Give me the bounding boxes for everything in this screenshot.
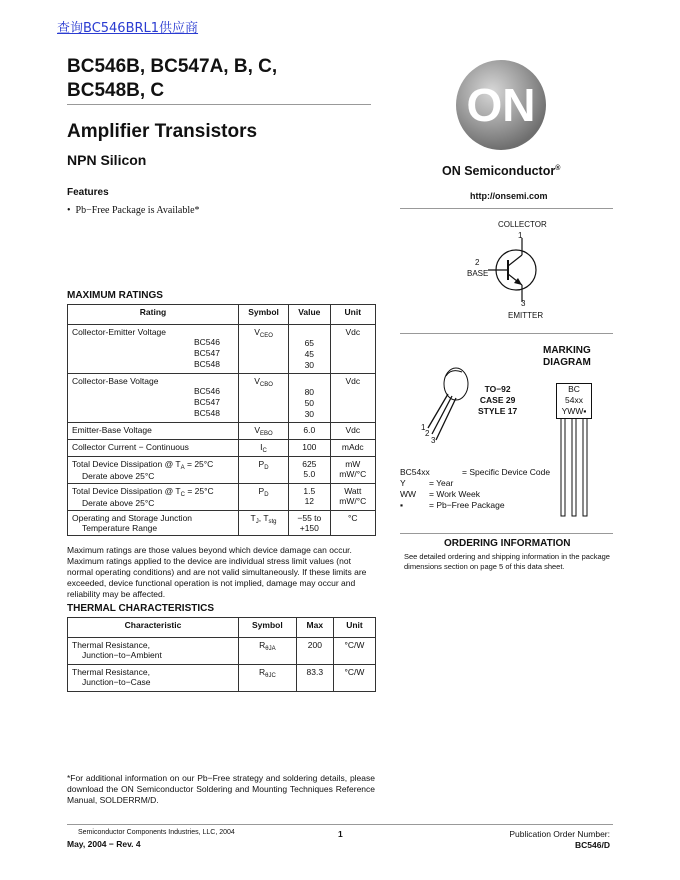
base-pin: 2 xyxy=(475,258,480,267)
footer-page-number: 1 xyxy=(338,829,343,839)
bullet-icon: • xyxy=(67,205,76,216)
right-rule-3 xyxy=(400,533,613,534)
footer-copyright: Semiconductor Components Industries, LLC, 2004 xyxy=(78,829,235,836)
marking-line1: BC xyxy=(568,384,580,394)
max-ratings-table xyxy=(67,304,376,536)
footer-date-rev: May, 2004 − Rev. 4 xyxy=(67,839,141,849)
collector-label: COLLECTOR xyxy=(498,220,547,229)
emitter-label: EMITTER xyxy=(508,311,544,320)
right-rule-2 xyxy=(400,333,613,334)
footer-pub-label: Publication Order Number: xyxy=(509,829,610,839)
package-pin-3: 3 xyxy=(431,436,436,445)
page-subheading: NPN Silicon xyxy=(67,152,147,168)
part-title-line2: BC548B, C xyxy=(67,80,165,101)
ordering-title: ORDERING INFORMATION xyxy=(444,538,571,549)
page-heading: Amplifier Transistors xyxy=(67,121,258,142)
package-info xyxy=(478,384,517,417)
table-row: Thermal Resistance, Junction−to−Ambient $R_{\theta JA}$ 200 °C/W xyxy=(68,638,376,665)
package-pin-2: 2 xyxy=(425,429,430,438)
table-row: Thermal Resistance, Junction−to−Case $R_{\theta JC}$ 83.3 °C/W xyxy=(68,665,376,692)
header-rating: Rating xyxy=(68,305,239,325)
on-logo xyxy=(455,59,547,151)
table-header-row xyxy=(68,618,376,638)
package-case: CASE 29 xyxy=(479,395,516,405)
collector-pin: 1 xyxy=(518,231,523,240)
title-rule xyxy=(67,104,371,105)
marking-line3: YWW▪ xyxy=(561,406,587,416)
header-symbol: Symbol xyxy=(239,618,297,638)
table-row: Collector Current − Continuous $I_C$ 100 mAdc xyxy=(68,440,376,457)
legend-row: WW = Work Week xyxy=(400,489,480,499)
table-row: Collector-Emitter Voltage BC546 BC547 BC548 $V_{CEO}$ 65 45 30 Vdc xyxy=(68,325,376,374)
footer-rule xyxy=(67,824,613,825)
npn-transistor-symbol xyxy=(470,238,550,302)
table-row: Emitter-Base Voltage $V_{EBO}$ 6.0 Vdc xyxy=(68,423,376,440)
part-title xyxy=(67,55,367,103)
table-row: Operating and Storage Junction Temperature Range $T_J$, $T_{stg}$ −55 to +150 °C xyxy=(68,511,376,536)
legend-row: BC54xx = Specific Device Code xyxy=(400,467,551,477)
table-row: Total Device Dissipation @ $T_C = 25^\circ C$ Derate above 25°C $P_D$ 1.5 12 Watt mW/°C xyxy=(68,484,376,511)
legend-row: Y = Year xyxy=(400,478,454,488)
header-characteristic: Characteristic xyxy=(68,618,239,638)
header-symbol: Symbol xyxy=(239,305,289,325)
table-row: Total Device Dissipation @ $T_A = 25^\circ C$ Derate above 25°C $P_D$ 625 5.0 mW mW/°C xyxy=(68,457,376,484)
registered-mark: ® xyxy=(555,164,561,172)
emitter-pin: 3 xyxy=(521,299,526,308)
base-label: BASE xyxy=(467,269,489,278)
table-row: Collector-Base Voltage BC546 BC547 BC548 $V_{CBO}$ 80 50 30 Vdc xyxy=(68,374,376,423)
features-title: Features xyxy=(67,187,109,198)
header-unit: Unit xyxy=(333,618,375,638)
marking-leads xyxy=(556,418,592,518)
legend-row: ▪ = Pb−Free Package xyxy=(400,500,505,510)
footnote: *For additional information on our Pb−Free strategy and soldering details, please download the ON Semiconductor Soldering and Mounting Techniques Reference Manual, SOLDERRM/D. xyxy=(67,773,375,805)
marking-title-line2: DIAGRAM xyxy=(543,357,591,368)
logo-letters: ON xyxy=(466,79,536,131)
package-pin-1: 1 xyxy=(421,423,426,432)
package-type: TO−92 xyxy=(484,384,511,394)
footer-pub-number: BC546/D xyxy=(575,840,610,850)
header-value: Value xyxy=(289,305,330,325)
header-unit: Unit xyxy=(330,305,375,325)
logo-text xyxy=(442,164,560,178)
thermal-table xyxy=(67,617,376,692)
marking-title-line1: MARKING xyxy=(543,345,591,356)
max-ratings-note: Maximum ratings are those values beyond which device damage can occur. Maximum ratings applied to the device are individual stress limit values (not normal operating conditions) and are not valid simultaneously. If these limits are exceeded, device functional operation is not implied, damage may occur and reliability may be affected. xyxy=(67,545,367,599)
max-ratings-title: MAXIMUM RATINGS xyxy=(67,290,163,301)
table-header-row xyxy=(68,305,376,325)
right-rule-1 xyxy=(400,208,613,209)
thermal-title: THERMAL CHARACTERISTICS xyxy=(67,603,215,614)
marking-legend xyxy=(400,467,550,511)
website-link[interactable]: http://onsemi.com xyxy=(470,191,548,201)
supplier-link[interactable]: 查询BC546BRL1供应商 xyxy=(57,21,199,36)
feature-item xyxy=(67,205,200,216)
logo-name: ON Semiconductor xyxy=(442,164,556,178)
header-max: Max xyxy=(296,618,333,638)
ordering-text: See detailed ordering and shipping information in the package dimensions section on page 5 of this data sheet. xyxy=(404,552,610,571)
package-style: STYLE 17 xyxy=(478,406,518,416)
feature-text: Pb−Free Package is Available* xyxy=(75,205,200,216)
marking-line2: 54xx xyxy=(565,395,583,405)
marking-box xyxy=(556,383,592,419)
marking-title xyxy=(543,345,591,369)
part-title-line1: BC546B, BC547A, B, C, xyxy=(67,56,278,77)
